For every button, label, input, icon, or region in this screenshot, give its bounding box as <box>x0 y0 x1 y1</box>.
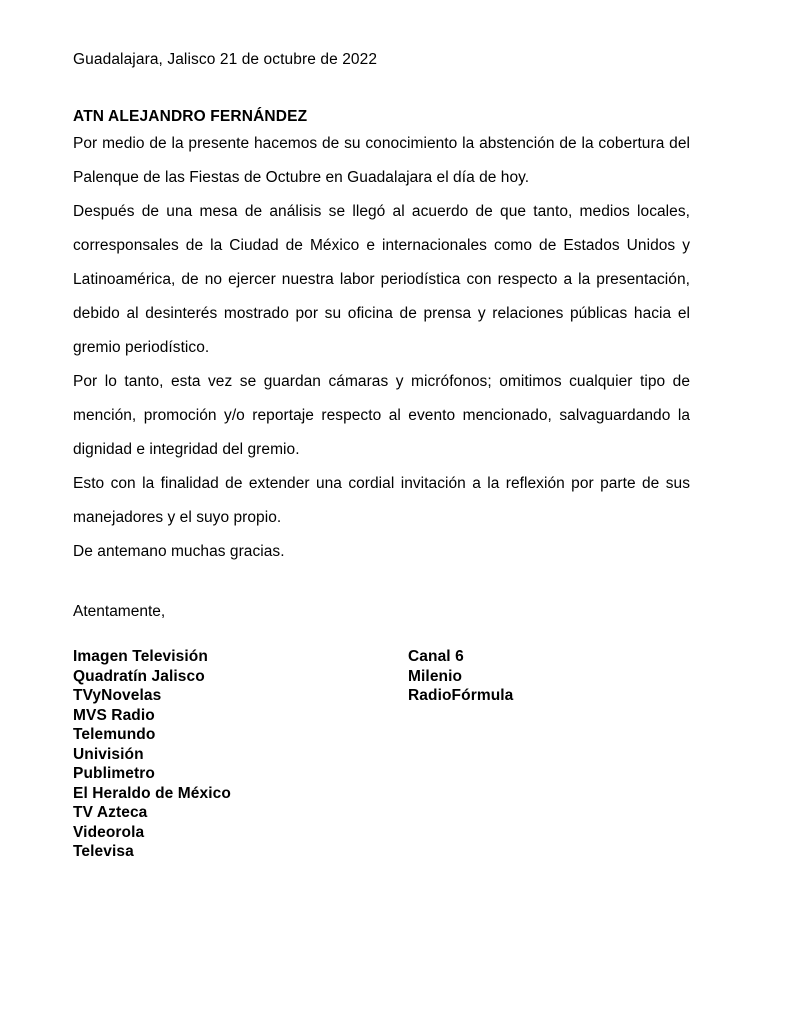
date-line: Guadalajara, Jalisco 21 de octubre de 2022 <box>73 51 378 68</box>
signatory-item: Telemundo <box>73 726 156 743</box>
signatory-item: RadioFórmula <box>408 687 514 704</box>
body-paragraph-2: Después de una mesa de análisis se llegó al acuerdo de que tanto, medios locales, corresponsales de la Ciudad de México e internacionales como de Estados Unidos y Latinoamérica, de no ejercer nuestra labor periodística con respecto a la presentación, debido al desinterés mostrado por su oficina de prensa y relaciones públicas hacia el gremio periodístico. <box>73 203 690 356</box>
signatory-item: Milenio <box>408 667 463 685</box>
signatories-column-right <box>408 647 678 706</box>
signatory-item: TV Azteca <box>73 804 148 821</box>
signatory-item: Publimetro <box>73 765 155 782</box>
signatory-item: El Heraldo de México <box>73 784 231 802</box>
signatories-column-left <box>73 647 408 862</box>
body-paragraph-4: Esto con la finalidad de extender una cordial invitación a la reflexión por parte de sus manejadores y el suyo propio. <box>73 475 690 526</box>
signatories-block <box>73 647 690 862</box>
signatory-item: Videorola <box>73 823 145 841</box>
body-paragraph-5: De antemano muchas gracias. <box>73 543 285 560</box>
signatory-item: Quadratín Jalisco <box>73 667 205 685</box>
closing-salutation: Atentamente, <box>73 603 166 620</box>
signatory-item: Imagen Televisión <box>73 648 208 665</box>
signatory-item: Univisión <box>73 745 144 763</box>
signatory-item: Televisa <box>73 843 134 860</box>
attention-heading: ATN ALEJANDRO FERNÁNDEZ <box>73 108 308 125</box>
signatory-item: TVyNovelas <box>73 687 162 704</box>
body-paragraph-3: Por lo tanto, esta vez se guardan cámaras y micrófonos; omitimos cualquier tipo de mención, promoción y/o reportaje respecto al evento mencionado, salvaguardando la dignidad e integridad del gremio. <box>73 373 690 458</box>
signatory-item: Canal 6 <box>408 648 464 665</box>
body-paragraph-1: Por medio de la presente hacemos de su conocimiento la abstención de la cobertura del Palenque de las Fiestas de Octubre en Guadalajara el día de hoy. <box>73 135 690 186</box>
signatory-item: MVS Radio <box>73 706 155 724</box>
document-content <box>73 0 690 862</box>
